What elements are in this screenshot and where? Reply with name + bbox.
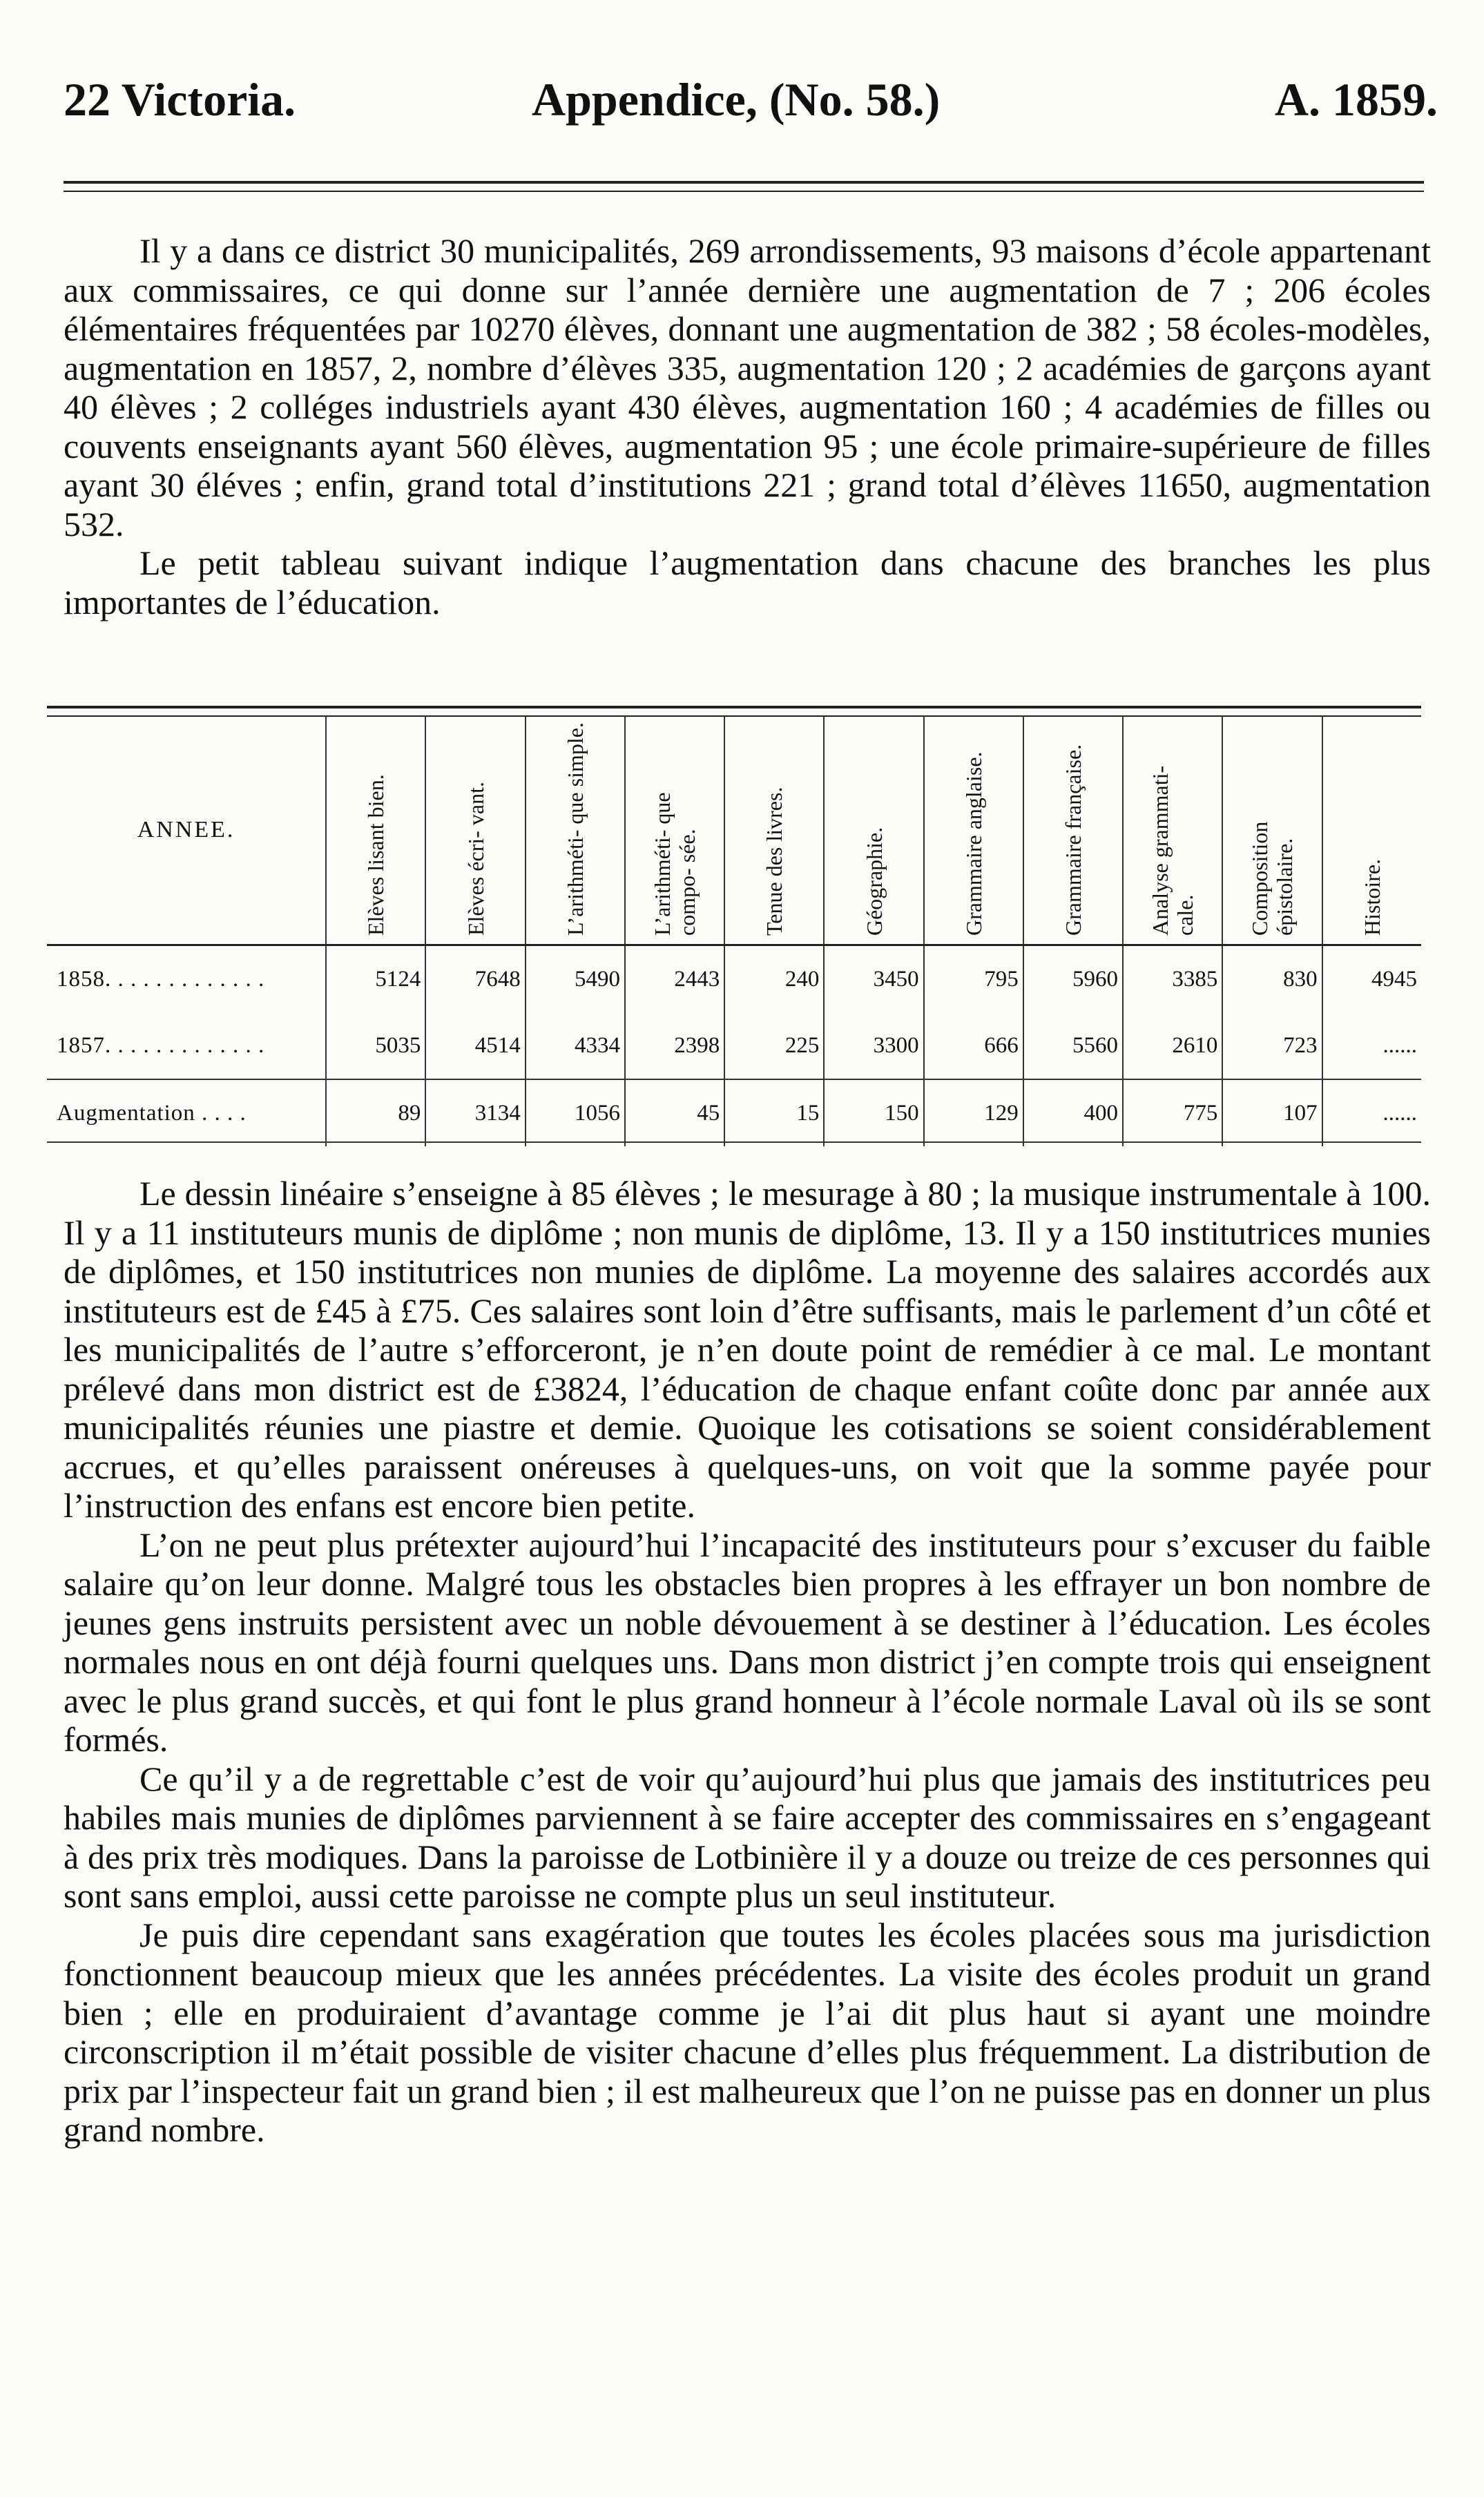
col-header [1023,716,1123,945]
col-header [724,716,824,945]
col-header-label: Elèves lisant bien. [363,774,389,936]
table-cell: 4945 [1371,966,1417,992]
table-cell: 240 [724,945,824,1013]
col-header-label: L’arithméti- que simple. [562,722,588,936]
table-row [47,945,1421,1013]
table-cell: 225 [724,1012,824,1079]
table-cell: 89 [326,1079,425,1146]
table-cell: 107 [1222,1079,1322,1146]
table-cell: 830 [1222,945,1322,1013]
header-appendix: Appendice, (No. 58.) [532,73,941,126]
table-cell: 7648 [425,945,525,1013]
table-cell: 129 [924,1079,1023,1146]
col-header-label: Géographie. [861,827,887,936]
col-header-label: Grammaire française. [1060,744,1086,936]
table-cell: 775 [1123,1079,1222,1146]
col-header [1123,716,1222,945]
header-volume: 22 Victoria. [64,73,296,126]
table-cell: 2610 [1123,1012,1222,1079]
col-header [526,716,625,945]
body-paragraph-3: Ce qu’il y a de regrettable c’est de voir qu’aujourd’hui plus que jamais des institutrices peu habiles mais munies de diplômes parviennent à se faire accepter des commissaires en s’engageant à des prix très modiques. Dans la paroisse de Lotbinière il y a douze ou treize de ces personnes qui sont sans emploi, aussi cette paroisse ne compte plus un seul instituteur. [64,1759,1431,1915]
row-label: 1858. . . . . . . . . . . . . [47,945,326,1013]
col-header [924,716,1023,945]
table-cell: ...... [1382,1100,1417,1126]
table-top-rule [47,706,1421,717]
table-cell: 795 [924,945,1023,1013]
table-cell: 5490 [526,945,625,1013]
table-row [47,1012,1421,1079]
table-cell: 15 [724,1079,824,1146]
intro-paragraph-1: Il y a dans ce district 30 municipalités, 269 arrondissements, 93 maisons d’école appartenant aux commissaires, ce qui donne sur l’année dernière une augmentation de 7 ; 206 écoles élémentaires fréquentées par 10270 élèves, donnant une augmentation de 382 ; 58 écoles-modèles, augmentation en 1857, 2, nombre d’élèves 335, augmentation 120 ; 2 académies de garçons ayant 40 élèves ; 2 colléges industriels ayant 430 élèves, augmentation 160 ; 4 académies de filles ou couvents enseignants ayant 560 élèves, augmentation 95 ; une école primaire-supérieure de filles ayant 30 éléves ; enfin, grand total d’institutions 221 ; grand total d’élèves 11650, augmentation 532. [64,231,1431,543]
body-paragraph-2: L’on ne peut plus prétexter aujourd’hui l’incapacité des instituteurs pour s’excuser du faible salaire qu’on leur donne. Malgré tous les obstacles bien propres à les effrayer un bon nombre de jeunes gens instruits persistent avec un noble dévouement à se destiner à l’éducation. Les écoles normales nous en ont déjà fourni quelques uns. Dans mon district j’en compte trois qui enseignent avec le plus grand succès, et qui font le plus grand honneur à l’école normale Laval où ils se sont formés. [64,1525,1431,1759]
body-paragraph-1: Le dessin linéaire s’enseigne à 85 élèves ; le mesurage à 80 ; la musique instrumentale à 100. Il y a 11 instituteurs munis de diplôme ; non munis de diplôme, 13. Il y a 150 institutrices munies de diplômes, et 150 institutrices non munies de diplôme. La moyenne des salaires accordés aux instituteurs est de £45 à £75. Ces salaires sont loin d’être suffisants, mais le parlement d’un côté et les municipalités de l’autre s’efforceront, je n’en doute point de remédier à ce mal. Le montant prélevé dans mon district est de £3824, l’éducation de chaque enfant coûte donc par année aux municipalités réunies une piastre et demie. Quoique les cotisations se soient considérablement accrues, et qu’elles paraissent onéreuses à quelques-uns, on voit que la somme payée pour l’instruction des enfans est encore bien petite. [64,1174,1431,1525]
intro-paragraph-2: Le petit tableau suivant indique l’augmentation dans chacune des branches les plus importantes de l’éducation. [64,543,1431,621]
body-paragraph-4: Je puis dire cependant sans exagération que toutes les écoles placées sous ma jurisdiction fonctionnent beaucoup mieux que les années précédentes. La visite des écoles produit un grand bien ; elle en produiraient d’avantage comme je l’ai dit plus haut si ayant une moindre circonscription il m’était possible de visiter chacune d’elles plus fréquemment. La distribution de prix par l’inspecteur fait un grand bien ; il est malheureux que l’on ne puisse pas en donner un plus grand nombre. [64,1915,1431,2149]
table-cell: 2443 [625,945,724,1013]
table-header-row [47,716,1421,945]
table-cell: 400 [1023,1079,1123,1146]
body-text [64,1174,1431,2150]
intro-text [64,231,1431,621]
education-stats-table [47,716,1421,1146]
col-header-label: Histoire. [1359,858,1385,936]
table-cell: 45 [625,1079,724,1146]
col-header [1322,716,1421,945]
col-header [425,716,525,945]
col-header-label: Composition épistolaire. [1247,821,1298,936]
row-label: 1857. . . . . . . . . . . . . [47,1012,326,1079]
table-cell: 2398 [625,1012,724,1079]
col-header-label: Grammaire anglaise. [961,751,986,936]
table-cell: 5960 [1023,945,1123,1013]
table-cell: 5560 [1023,1012,1123,1079]
table-cell: 150 [824,1079,923,1146]
table-cell: 4334 [526,1012,625,1079]
table-cell: 5124 [326,945,425,1013]
col-header [1222,716,1322,945]
row-header-annee: ANNEE. [47,716,326,945]
table-cell: 1056 [526,1079,625,1146]
table-cell: 723 [1222,1012,1322,1079]
header-rule [64,181,1424,192]
col-header-label: Tenue des livres. [762,787,787,936]
table-row-augmentation [47,1079,1421,1146]
col-header-label: Analyse grammati- cale. [1148,765,1198,936]
col-header [326,716,425,945]
col-header-label: L’arithméti- que compo- sée. [650,792,700,936]
table-cell: 4514 [425,1012,525,1079]
col-header-label: Elèves écri- vant. [463,782,488,936]
col-header [824,716,923,945]
row-label: Augmentation . . . . [47,1079,326,1146]
table-cell: 666 [924,1012,1023,1079]
table-cell: 3450 [824,945,923,1013]
table-cell: 5035 [326,1012,425,1079]
header-year: A. 1859. [1274,73,1438,126]
page-header [64,73,1438,135]
table-cell: 3300 [824,1012,923,1079]
table-cell: ...... [1382,1032,1417,1058]
table-bottom-rule [47,1141,1421,1143]
table-cell: 3134 [425,1079,525,1146]
table-cell: 3385 [1123,945,1222,1013]
col-header [625,716,724,945]
